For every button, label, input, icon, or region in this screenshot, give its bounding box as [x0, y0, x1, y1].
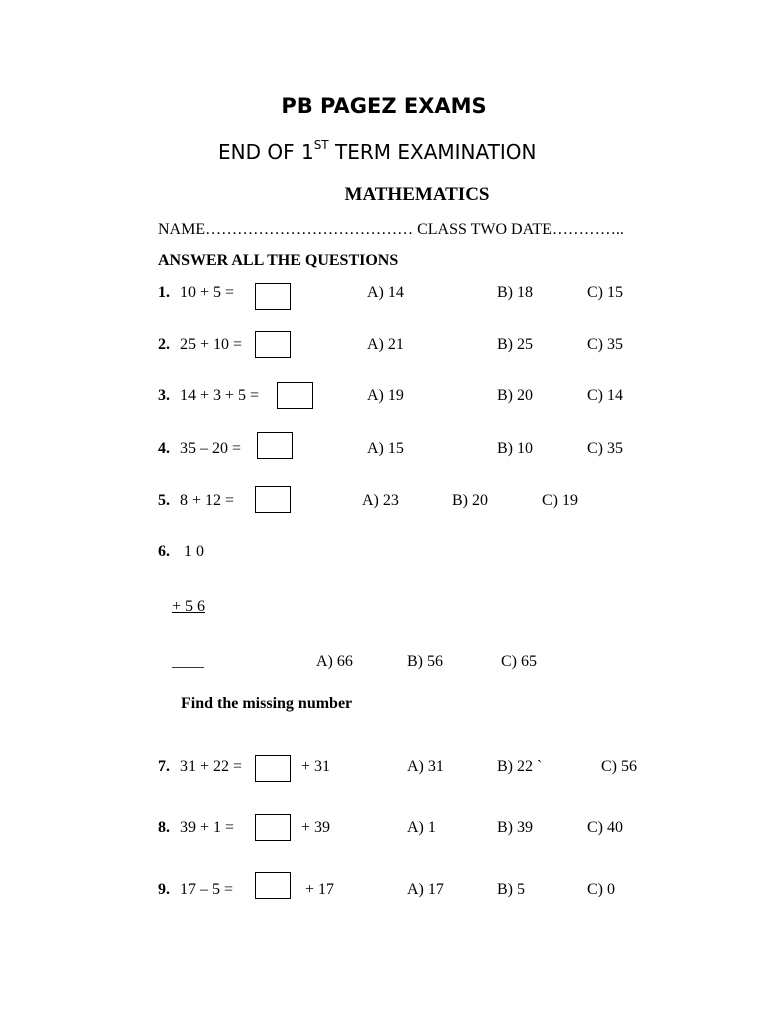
- answer-box-3[interactable]: [277, 382, 313, 409]
- option-c: C) 15: [587, 284, 623, 301]
- question-9: [158, 881, 233, 899]
- question-8: [158, 819, 234, 837]
- question-number: 9.: [158, 881, 170, 898]
- question-expression: 25 + 10 =: [180, 336, 243, 353]
- option-a: A) 14: [367, 284, 404, 301]
- info-line: NAME………………………………… CLASS TWO DATE…………..: [158, 221, 624, 238]
- option-a: A) 21: [367, 336, 404, 353]
- addend-bottom: + 5 6: [172, 598, 206, 615]
- option-a: A) 19: [367, 387, 404, 404]
- option-b: B) 20: [497, 387, 533, 404]
- option-b: B) 10: [497, 440, 533, 457]
- option-b: B) 22 `: [497, 758, 543, 775]
- exam-title-post: TERM EXAMINATION: [328, 140, 537, 164]
- option-c: C) 14: [587, 387, 623, 404]
- option-c: C) 35: [587, 336, 623, 353]
- question-expression: 39 + 1 =: [180, 819, 235, 836]
- option-b: B) 18: [497, 284, 533, 301]
- question-expression: 10 + 5 =: [180, 284, 235, 301]
- question-5: [158, 492, 234, 510]
- option-b: B) 25: [497, 336, 533, 353]
- option-a: A) 23: [362, 492, 399, 509]
- question-expression: 35 – 20 =: [180, 440, 242, 457]
- question-tail: + 39: [301, 819, 331, 836]
- option-a: A) 66: [316, 653, 353, 670]
- question-number: 6.: [158, 543, 170, 560]
- question-tail: + 31: [301, 758, 331, 775]
- question-3: [158, 387, 259, 405]
- option-a: A) 15: [367, 440, 404, 457]
- option-c: C) 19: [542, 492, 578, 509]
- answer-box-4[interactable]: [257, 432, 293, 459]
- answer-box-5[interactable]: [255, 486, 291, 513]
- exam-title: [218, 140, 536, 164]
- question-number: 8.: [158, 819, 170, 836]
- question-expression: 14 + 3 + 5 =: [180, 387, 260, 404]
- question-number: 4.: [158, 440, 170, 457]
- question-7: [158, 758, 242, 776]
- question-4: [158, 440, 241, 458]
- option-b: B) 5: [497, 881, 525, 898]
- question-expression: 8 + 12 =: [180, 492, 235, 509]
- exam-title-pre: END OF 1: [218, 140, 314, 164]
- addend-top: 1 0: [184, 543, 204, 560]
- question-number: 3.: [158, 387, 170, 404]
- question-number: 7.: [158, 758, 170, 775]
- question-6: [158, 543, 204, 561]
- question-tail: + 17: [305, 881, 335, 898]
- question-1: [158, 284, 234, 302]
- answer-box-8[interactable]: [255, 814, 291, 841]
- answer-box-1[interactable]: [255, 283, 291, 310]
- exam-title-sup: ST: [313, 138, 329, 153]
- option-c: C) 0: [587, 881, 615, 898]
- option-b: B) 39: [497, 819, 533, 836]
- option-a: A) 17: [407, 881, 444, 898]
- option-c: C) 56: [601, 758, 637, 775]
- option-c: C) 40: [587, 819, 623, 836]
- option-a: A) 1: [407, 819, 436, 836]
- subject-title: MATHEMATICS: [344, 184, 490, 205]
- question-number: 2.: [158, 336, 170, 353]
- answer-box-9[interactable]: [255, 872, 291, 899]
- option-c: C) 65: [501, 653, 537, 670]
- answer-line[interactable]: ____: [172, 653, 204, 670]
- question-2: [158, 336, 242, 354]
- answer-box-7[interactable]: [255, 755, 291, 782]
- section-heading: Find the missing number: [181, 695, 353, 712]
- school-title: PB PAGEZ EXAMS: [281, 94, 487, 118]
- question-number: 1.: [158, 284, 170, 301]
- option-c: C) 35: [587, 440, 623, 457]
- answer-box-2[interactable]: [255, 331, 291, 358]
- question-expression: 17 – 5 =: [180, 881, 234, 898]
- question-number: 5.: [158, 492, 170, 509]
- option-b: B) 20: [452, 492, 488, 509]
- question-expression: 31 + 22 =: [180, 758, 243, 775]
- option-a: A) 31: [407, 758, 444, 775]
- option-b: B) 56: [407, 653, 443, 670]
- instruction: ANSWER ALL THE QUESTIONS: [158, 252, 399, 269]
